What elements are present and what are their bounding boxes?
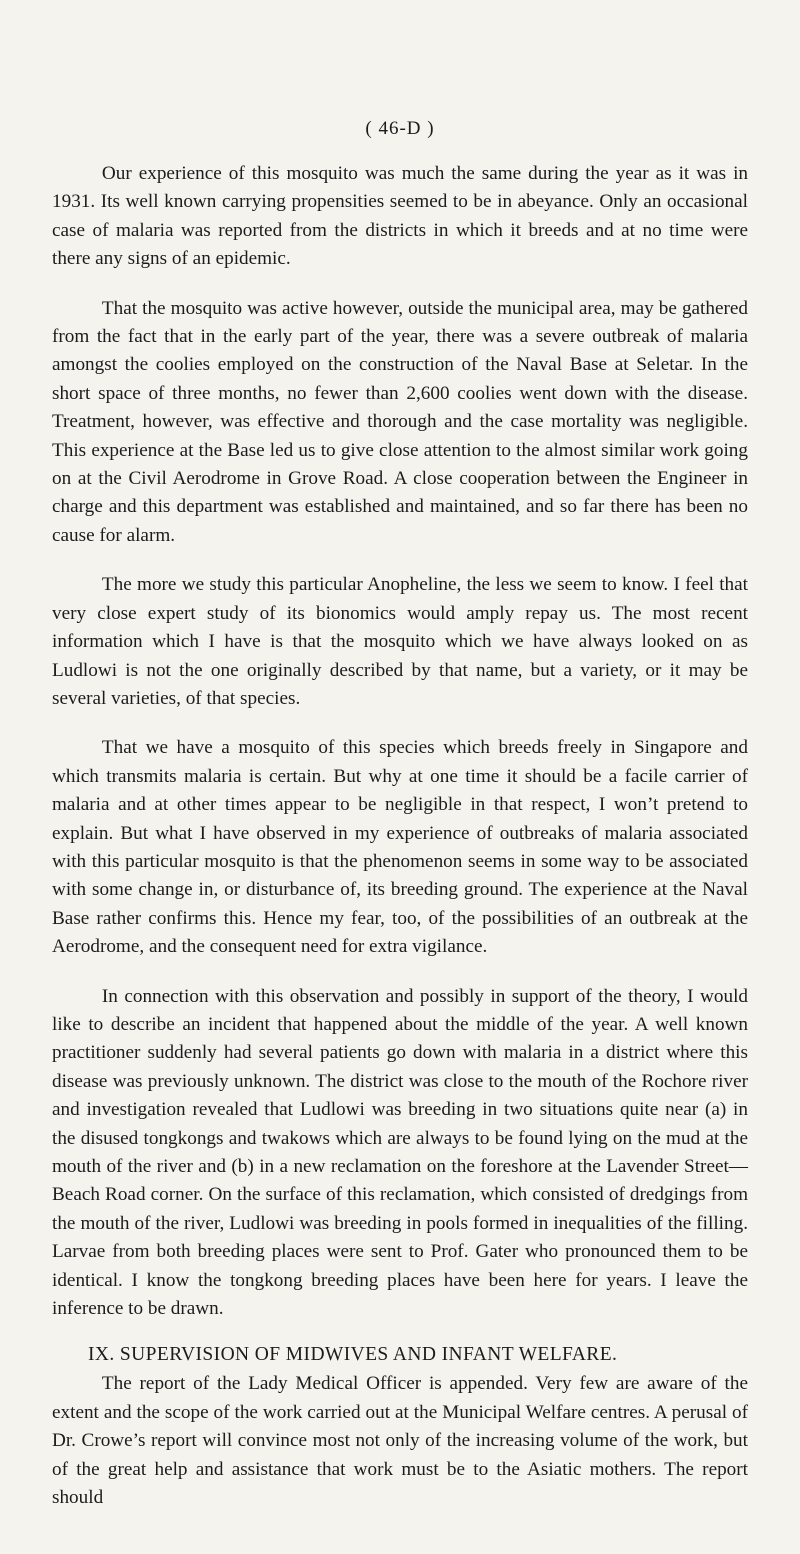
paragraph-mosquito-experience: Our experience of this mosquito was much the same during the year as it was in 1931. Its well known carrying propensities seemed to be in abeyance. Only an occasional case of malaria was reported from the districts in which it breeds and at no time were there any signs of an epidemic. xyxy=(52,163,748,270)
paragraph-naval-base-outbreak: That the mosquito was active however, outside the municipal area, may be gathered from the fact that in the early part of the year, there was a severe outbreak of malaria amongst the coolies employed on the construction of the Naval Base at Seletar. In the short space of three months, no fewer than 2,600 coolies went down with the disease. Treatment, however, was effective and thorough and the case mortality was negligible. This experience at the Base led us to give close attention to the almost similar work going on at the Civil Aerodrome in Grove Road. A close cooperation between the Engineer in charge and this department was established and maintained, and so far there has been no cause for alarm. xyxy=(52,297,748,546)
paragraph-anopheline-study: The more we study this particular Anopheline, the less we seem to know. I feel that very close expert study of its bionomics would amply repay us. The most recent information which I have is that the mosquito which we have always looked on as Ludlowi is not the one originally described by that name, but a variety, or it may be several varieties, of that species. xyxy=(52,574,748,709)
paragraph-breeding-ground: That we have a mosquito of this species which breeds freely in Singapore and which transmits malaria is certain. But why at one time it should be a facile carrier of malaria and at other times appear to be negligible in that respect, I won’t pretend to explain. But what I have observed in my experience of outbreaks of malaria associated with this particular mosquito is that the phenomenon seems in some way to be associated with some change in, or disturbance of, its breeding ground. The experience at the Naval Base rather confirms this. Hence my fear, too, of the possibilities of an outbreak at the Aerodrome, and the consequent need for extra vigilance. xyxy=(52,737,748,958)
section-heading-midwives: IX. SUPERVISION OF MIDWIVES AND INFANT WELFARE. xyxy=(88,1344,618,1366)
page-number: ( 46-D ) xyxy=(365,118,435,139)
paragraph-rochore-incident: In connection with this observation and possibly in support of the theory, I would like to describe an incident that happened about the middle of the year. A well known practitioner suddenly had several patients go down with malaria in a district where this disease was previously unknown. The district was close to the mouth of the Rochore river and investigation revealed that Ludlowi was breeding in two situations quite near (a) in the disused tongkongs and twakows which are always to be found lying on the mud at the mouth of the river and (b) in a new reclamation on the foreshore at the Lavender Street—Beach Road corner. On the surface of this reclamation, which consisted of dredgings from the mouth of the river, Ludlowi was breeding in pools formed in inequalities of the filling. Larvae from both breeding places were sent to Prof. Gater who pronounced them to be identical. I know the tongkong breeding places have been here for years. I leave the inference to be drawn. xyxy=(52,985,748,1320)
paragraph-lady-medical-officer: The report of the Lady Medical Officer is appended. Very few are aware of the extent and the scope of the work carried out at the Municipal Welfare centres. A perusal of Dr. Crowe’s report will convince most not only of the increasing volume of the work, but of the great help and assistance that work must be to the Asiatic mothers. The report should xyxy=(52,1373,748,1509)
